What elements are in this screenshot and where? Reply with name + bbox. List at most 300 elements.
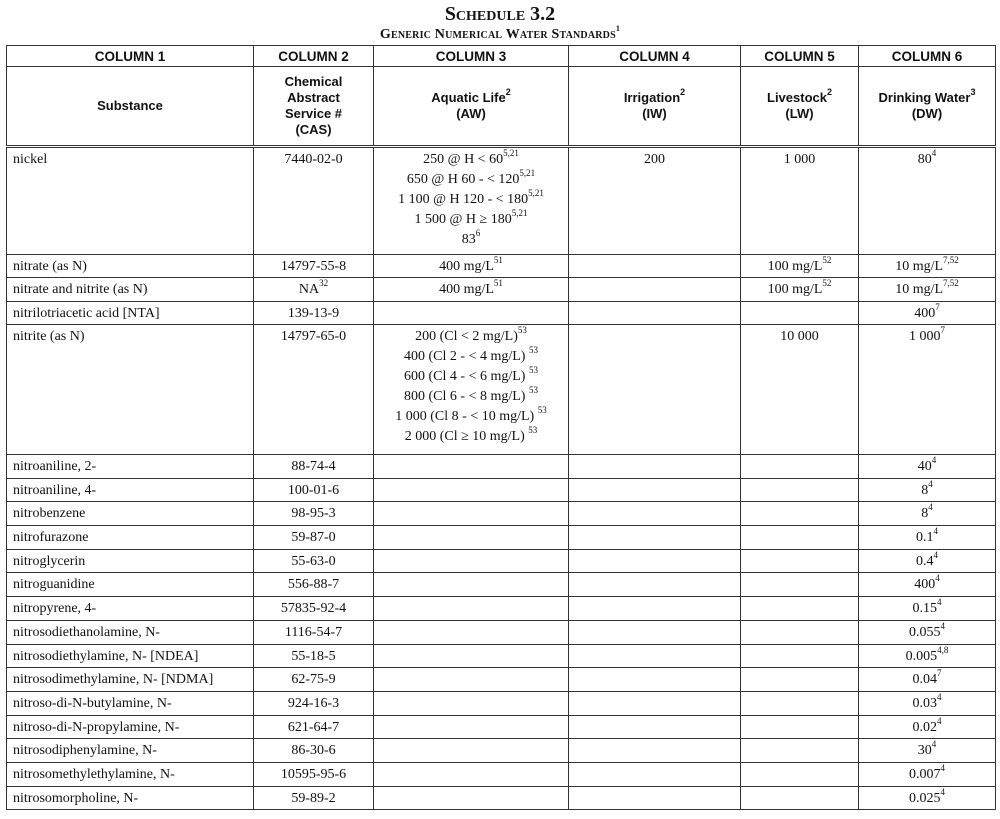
value: 30 <box>917 743 932 759</box>
livestock-cell <box>741 597 859 621</box>
column-number-header: COLUMN 1 <box>7 46 254 67</box>
substance-cell: nitroso-di-N-butylamine, N- <box>7 691 254 715</box>
value: 250 @ H < 60 <box>423 152 504 167</box>
aquatic-life-cell <box>374 478 569 502</box>
value-line <box>380 327 562 347</box>
table-row <box>7 549 996 573</box>
table-row <box>7 278 996 302</box>
header-line: Service # <box>284 106 343 121</box>
aquatic-life-cell <box>374 786 569 810</box>
substance-cell: nitrosodiphenylamine, N- <box>7 739 254 763</box>
substance-cell: nitroaniline, 2- <box>7 455 254 479</box>
table-row <box>7 526 996 550</box>
table-body <box>7 147 996 810</box>
cas-number: NA <box>298 282 320 297</box>
value: 0.025 <box>909 790 941 806</box>
footnote-ref: 7 <box>935 302 940 312</box>
value-line <box>865 478 989 501</box>
drinking-water-cell <box>859 147 996 255</box>
substance-cell: nitroso-di-N-propylamine, N- <box>7 715 254 739</box>
value: 80 <box>917 152 932 167</box>
value: 0.1 <box>916 530 934 546</box>
cas-number: 62-75-9 <box>291 672 336 688</box>
table-row <box>7 691 996 715</box>
value-line <box>380 150 562 170</box>
aquatic-life-cell <box>374 715 569 739</box>
value-line <box>865 304 989 324</box>
table-row <box>7 455 996 479</box>
livestock-cell <box>741 302 859 325</box>
footnote-ref: 4 <box>940 620 945 631</box>
column-header <box>569 67 741 147</box>
cas-number: 139-13-9 <box>287 306 340 321</box>
value: 10 000 <box>780 329 819 344</box>
footnote-ref: 4 <box>931 739 937 750</box>
cas-number: 88-74-4 <box>291 459 336 474</box>
cas-cell <box>254 620 374 644</box>
livestock-cell <box>741 278 859 302</box>
irrigation-cell <box>569 455 741 479</box>
aquatic-life-cell <box>374 455 569 479</box>
cas-cell <box>254 526 374 550</box>
schedule-title: Schedule 3.2 <box>444 3 556 25</box>
footnote-ref: 7 <box>940 325 945 335</box>
substance-cell: nitroaniline, 4- <box>7 478 254 502</box>
value: 0.15 <box>912 601 937 617</box>
footnote-ref: 4 <box>931 455 937 465</box>
footnote-ref: 7,52 <box>943 255 959 265</box>
substance-cell: nitroguanidine <box>7 573 254 597</box>
drinking-water-cell <box>859 478 996 502</box>
value-line <box>865 620 989 643</box>
value-line <box>865 280 989 300</box>
irrigation-cell <box>569 762 741 786</box>
drinking-water-cell <box>859 644 996 668</box>
cas-cell <box>254 278 374 302</box>
table-row <box>7 147 996 255</box>
livestock-cell <box>741 620 859 644</box>
value: 650 @ H 60 - < 120 <box>406 172 520 187</box>
table-row <box>7 597 996 621</box>
footnote-ref: 51 <box>493 278 503 288</box>
table-row <box>7 502 996 526</box>
cas-cell <box>254 502 374 526</box>
drinking-water-cell <box>859 762 996 786</box>
value-line <box>865 741 989 761</box>
drinking-water-cell <box>859 668 996 692</box>
value: 0.055 <box>909 624 941 640</box>
value-line <box>865 644 989 667</box>
value: 800 (Cl 6 - < 8 mg/L) <box>404 389 529 404</box>
substance-cell: nitrosodimethylamine, N- [NDMA] <box>7 668 254 692</box>
irrigation-cell <box>569 597 741 621</box>
cas-number: 59-89-2 <box>291 790 336 806</box>
value-line <box>380 210 562 230</box>
drinking-water-cell <box>859 739 996 763</box>
value-line <box>575 150 734 170</box>
aquatic-life-cell <box>374 549 569 573</box>
irrigation-cell <box>569 526 741 550</box>
value-line <box>380 387 562 407</box>
value-line <box>865 457 989 477</box>
irrigation-cell <box>569 786 741 810</box>
footnote-ref: 5,21 <box>528 188 544 198</box>
footnote-ref: 53 <box>528 385 538 395</box>
drinking-water-cell <box>859 691 996 715</box>
cas-cell <box>254 597 374 621</box>
aquatic-life-cell <box>374 302 569 325</box>
aquatic-life-cell <box>374 526 569 550</box>
footnote-ref: 53 <box>528 425 538 435</box>
livestock-cell <box>741 573 859 597</box>
footnote-ref: 5,21 <box>511 208 528 218</box>
footnote-ref: 4 <box>937 691 942 702</box>
table-row <box>7 786 996 810</box>
footnote-ref: 53 <box>528 345 538 355</box>
value: 0.02 <box>912 719 937 735</box>
aquatic-life-cell <box>374 502 569 526</box>
livestock-cell <box>741 715 859 739</box>
value: 10 mg/L <box>895 282 944 297</box>
cas-cell <box>254 325 374 455</box>
drinking-water-cell <box>859 526 996 550</box>
livestock-cell <box>741 502 859 526</box>
footnote-ref: 4 <box>940 762 945 773</box>
cas-number: 57835-92-4 <box>280 601 347 617</box>
value-line <box>747 327 852 347</box>
livestock-cell <box>741 549 859 573</box>
cas-number: 1116-54-7 <box>284 624 343 640</box>
column-number-header: COLUMN 3 <box>374 46 569 67</box>
drinking-water-cell <box>859 255 996 278</box>
livestock-cell <box>741 255 859 278</box>
substance-cell: nitrosodiethanolamine, N- <box>7 620 254 644</box>
footnote-ref: 4,8 <box>937 644 949 655</box>
value: 200 (Cl < 2 mg/L) <box>415 329 518 344</box>
value-line <box>865 528 989 548</box>
value-line <box>747 257 852 277</box>
table-row <box>7 762 996 786</box>
footnote-ref: 4 <box>928 478 933 489</box>
value-line <box>865 575 989 595</box>
footnote-ref: 7,52 <box>943 278 959 288</box>
footnote-ref: 4 <box>933 549 938 560</box>
table-row <box>7 668 996 692</box>
cas-number: 556-88-7 <box>287 577 340 593</box>
value: 100 mg/L <box>767 282 823 297</box>
cas-number: 14797-65-0 <box>280 329 347 344</box>
value: 1 000 <box>909 329 941 344</box>
header-line: (CAS) <box>295 122 332 137</box>
footnote-ref: 4 <box>931 148 937 158</box>
substance-cell: nitrite (as N) <box>7 325 254 455</box>
livestock-cell <box>741 644 859 668</box>
footnote-ref: 4 <box>935 573 940 584</box>
value-line <box>380 280 562 300</box>
value-line <box>865 599 989 619</box>
value: 400 <box>914 306 936 321</box>
footnote-ref: 51 <box>493 255 503 265</box>
header-line: Abstract <box>287 90 340 105</box>
value: 8 <box>921 506 929 522</box>
substance-cell: nitropyrene, 4- <box>7 597 254 621</box>
footnote-ref: 4 <box>933 526 938 537</box>
aquatic-life-cell <box>374 620 569 644</box>
value: 10 mg/L <box>895 259 944 274</box>
value-line <box>865 715 989 738</box>
value-line <box>865 670 989 690</box>
value-line <box>865 691 989 714</box>
livestock-cell <box>741 739 859 763</box>
drinking-water-cell <box>859 573 996 597</box>
value-line <box>865 762 989 785</box>
value: 400 mg/L <box>439 282 494 297</box>
drinking-water-cell <box>859 455 996 479</box>
cas-cell <box>254 478 374 502</box>
aquatic-life-cell <box>374 573 569 597</box>
footnote-ref: 5,21 <box>503 148 519 158</box>
column-header <box>374 67 569 147</box>
table-row <box>7 573 996 597</box>
cas-cell <box>254 739 374 763</box>
value-line <box>380 347 562 367</box>
cas-number: 10595-95-6 <box>280 766 347 782</box>
value: 0.03 <box>912 695 937 711</box>
aquatic-life-cell <box>374 644 569 668</box>
cas-number: 55-18-5 <box>291 648 336 664</box>
irrigation-cell <box>569 715 741 739</box>
value: 200 <box>644 152 665 167</box>
column-header-row <box>7 67 996 147</box>
substance-cell: nitrosomorpholine, N- <box>7 786 254 810</box>
value: 400 mg/L <box>439 259 494 274</box>
cas-number: 98-95-3 <box>291 506 336 522</box>
drinking-water-cell <box>859 549 996 573</box>
value-line <box>380 257 562 277</box>
value-line <box>380 230 562 250</box>
cas-cell <box>254 786 374 810</box>
value-line <box>865 150 989 170</box>
header-line-wrap <box>380 87 562 106</box>
irrigation-cell <box>569 620 741 644</box>
value: 0.007 <box>909 766 941 782</box>
irrigation-cell <box>569 644 741 668</box>
cas-cell <box>254 549 374 573</box>
value: 40 <box>917 459 932 474</box>
substance-cell: nitrate and nitrite (as N) <box>7 278 254 302</box>
value: 1 100 @ H 120 - < 180 <box>398 192 529 207</box>
cas-cell <box>254 668 374 692</box>
table-row <box>7 715 996 739</box>
drinking-water-cell <box>859 786 996 810</box>
header-line: Substance <box>97 98 163 113</box>
header-line: Livestock <box>767 90 827 105</box>
cas-cell <box>254 255 374 278</box>
footnote-ref: 52 <box>822 278 832 288</box>
irrigation-cell <box>569 502 741 526</box>
aquatic-life-cell <box>374 668 569 692</box>
table-row <box>7 478 996 502</box>
aquatic-life-cell <box>374 147 569 255</box>
value-line <box>380 367 562 387</box>
footnote-ref: 32 <box>319 278 329 288</box>
header-line: Chemical <box>284 74 343 89</box>
header-line-wrap <box>575 87 734 106</box>
cas-cell <box>254 573 374 597</box>
irrigation-cell <box>569 147 741 255</box>
livestock-cell <box>741 325 859 455</box>
value-line <box>380 170 562 190</box>
footnote-ref: 4 <box>940 786 945 797</box>
value: 8 <box>921 482 929 498</box>
drinking-water-cell <box>859 620 996 644</box>
value-line <box>747 280 852 300</box>
substance-cell: nitrilotriacetic acid [NTA] <box>7 302 254 325</box>
livestock-cell <box>741 526 859 550</box>
table-row <box>7 255 996 278</box>
irrigation-cell <box>569 255 741 278</box>
column-header <box>7 67 254 147</box>
header-line: (DW) <box>911 106 943 121</box>
footnote-ref: 7 <box>937 668 942 679</box>
irrigation-cell <box>569 302 741 325</box>
substance-cell: nitroglycerin <box>7 549 254 573</box>
subtitle-footnote: 1 <box>615 24 621 33</box>
value: 1 000 (Cl 8 - < 10 mg/L) <box>395 409 538 424</box>
livestock-cell <box>741 147 859 255</box>
livestock-cell <box>741 455 859 479</box>
subtitle-text: Generic Numerical Water Standards <box>379 27 616 42</box>
livestock-cell <box>741 762 859 786</box>
value-line <box>380 190 562 210</box>
cas-cell <box>254 644 374 668</box>
aquatic-life-cell <box>374 691 569 715</box>
cas-number: 55-63-0 <box>291 553 336 569</box>
cas-cell <box>254 147 374 255</box>
table-row <box>7 644 996 668</box>
cas-number: 100-01-6 <box>287 482 340 498</box>
column-number-header: COLUMN 5 <box>741 46 859 67</box>
cas-number: 86-30-6 <box>291 743 336 759</box>
drinking-water-cell <box>859 502 996 526</box>
irrigation-cell <box>569 549 741 573</box>
value-line <box>865 549 989 572</box>
column-number-header: COLUMN 6 <box>859 46 996 67</box>
header-line: Drinking Water <box>878 90 971 105</box>
irrigation-cell <box>569 325 741 455</box>
footnote-ref: 5,21 <box>519 168 536 178</box>
column-number-header: COLUMN 4 <box>569 46 741 67</box>
value-line <box>865 257 989 277</box>
cas-number: 924-16-3 <box>287 695 340 711</box>
column-number-row <box>7 46 996 67</box>
column-header <box>741 67 859 147</box>
cas-number: 14797-55-8 <box>280 259 347 274</box>
value-line <box>865 327 989 347</box>
water-standards-table <box>6 45 996 810</box>
header-line: (IW) <box>642 106 667 121</box>
column-header <box>254 67 374 147</box>
irrigation-cell <box>569 573 741 597</box>
aquatic-life-cell <box>374 255 569 278</box>
cas-number: 621-64-7 <box>287 719 340 735</box>
irrigation-cell <box>569 668 741 692</box>
aquatic-life-cell <box>374 325 569 455</box>
footnote-ref: 53 <box>517 325 527 335</box>
aquatic-life-cell <box>374 739 569 763</box>
table-row <box>7 325 996 455</box>
value: 600 (Cl 4 - < 6 mg/L) <box>404 369 529 384</box>
value: 400 <box>914 577 936 593</box>
livestock-cell <box>741 786 859 810</box>
drinking-water-cell <box>859 302 996 325</box>
value: 83 <box>461 232 476 247</box>
footnote-ref: 52 <box>822 255 832 265</box>
footnote-ref: 4 <box>928 502 933 513</box>
value-line <box>380 427 562 447</box>
aquatic-life-cell <box>374 597 569 621</box>
table-row <box>7 620 996 644</box>
drinking-water-cell <box>859 597 996 621</box>
header-line: Irrigation <box>623 90 681 105</box>
value: 0.005 <box>905 648 938 664</box>
irrigation-cell <box>569 278 741 302</box>
drinking-water-cell <box>859 278 996 302</box>
schedule-subtitle <box>0 24 1000 43</box>
substance-cell: nickel <box>7 147 254 255</box>
aquatic-life-cell <box>374 762 569 786</box>
column-number-header: COLUMN 2 <box>254 46 374 67</box>
cas-cell <box>254 715 374 739</box>
value: 2 000 (Cl ≥ 10 mg/L) <box>404 429 529 444</box>
footnote-ref: 53 <box>537 405 547 415</box>
header-line: (LW) <box>785 106 814 121</box>
irrigation-cell <box>569 691 741 715</box>
footnote-ref: 2 <box>826 87 832 97</box>
value: 1 000 <box>783 152 816 167</box>
header-line: Aquatic Life <box>431 90 506 105</box>
substance-cell: nitrobenzene <box>7 502 254 526</box>
footnote-ref: 2 <box>680 87 686 97</box>
value-line <box>747 150 852 170</box>
cas-number: 7440-02-0 <box>284 152 343 167</box>
footnote-ref: 3 <box>970 87 976 97</box>
footnote-ref: 53 <box>528 365 538 375</box>
livestock-cell <box>741 691 859 715</box>
footnote-ref: 2 <box>505 87 511 97</box>
value: 1 500 @ H ≥ 180 <box>414 212 512 227</box>
aquatic-life-cell <box>374 278 569 302</box>
footnote-ref: 4 <box>937 597 942 608</box>
value: 400 (Cl 2 - < 4 mg/L) <box>404 349 529 364</box>
substance-cell: nitrosodiethylamine, N- [NDEA] <box>7 644 254 668</box>
value: 0.04 <box>912 672 937 688</box>
value: 100 mg/L <box>767 259 823 274</box>
drinking-water-cell <box>859 715 996 739</box>
livestock-cell <box>741 478 859 502</box>
substance-cell: nitrosomethylethylamine, N- <box>7 762 254 786</box>
value-line <box>865 504 989 524</box>
table-row <box>7 302 996 325</box>
cas-cell <box>254 762 374 786</box>
livestock-cell <box>741 668 859 692</box>
column-header <box>859 67 996 147</box>
header-line-wrap <box>747 87 852 106</box>
cas-cell <box>254 455 374 479</box>
substance-cell: nitrofurazone <box>7 526 254 550</box>
header-line: (AW) <box>456 106 486 121</box>
irrigation-cell <box>569 478 741 502</box>
